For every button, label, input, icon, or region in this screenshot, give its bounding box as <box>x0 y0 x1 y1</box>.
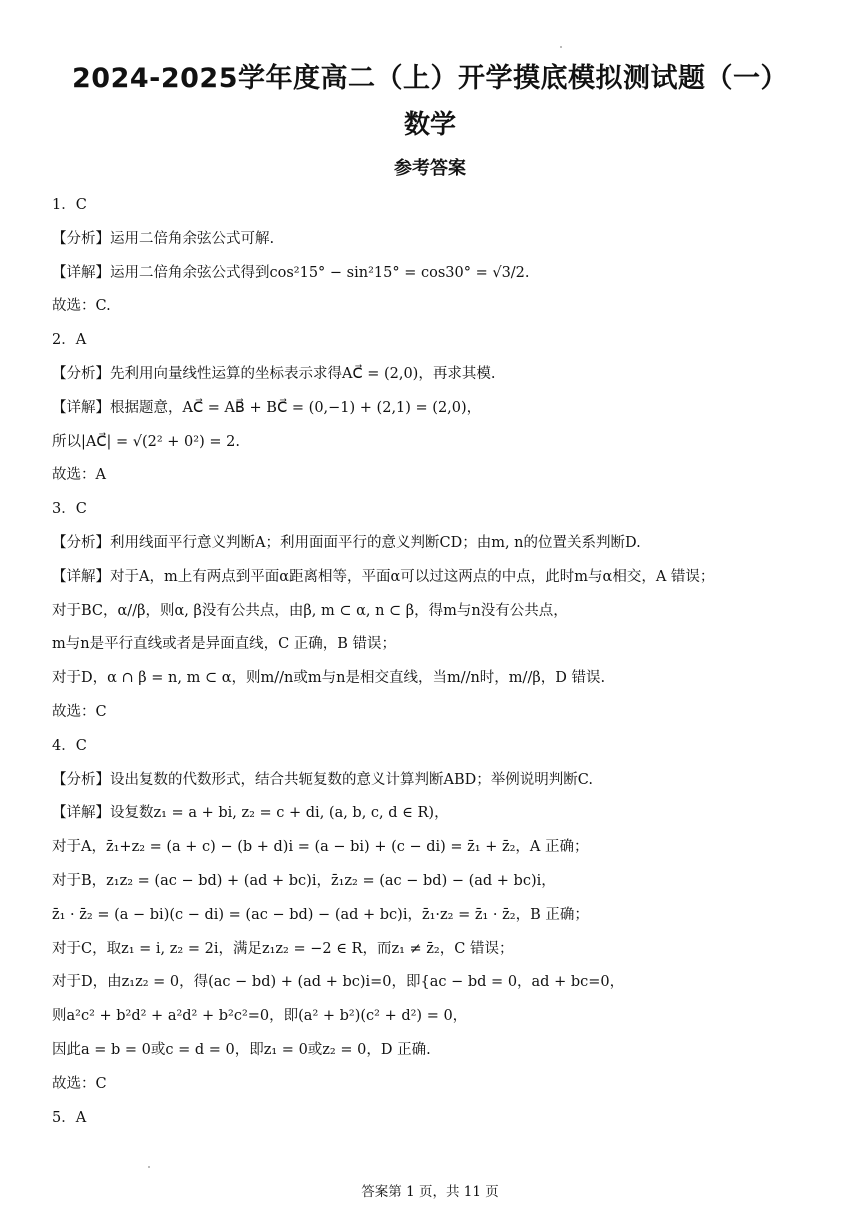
answer-line: 5．A <box>52 1109 87 1126</box>
answer-line: 4．C <box>52 737 87 754</box>
answer-line: 对于D，α ∩ β = n, m ⊂ α，则m//n或m与n是相交直线，当m//n时，m//β，D 错误. <box>52 670 606 687</box>
exam-title: 2024-2025学年度高二（上）开学摸底模拟测试题（一） <box>72 63 788 94</box>
answer-line: 【详解】对于A，m上有两点到平面α距离相等，平面α可以过这两点的中点，此时m与α相交，A 错误； <box>52 568 715 585</box>
answer-line: 【详解】运用二倍角余弦公式得到cos²15° − sin²15° = cos30° = √3/2. <box>52 264 530 281</box>
answer-line: 【详解】根据题意，AC⃗ = AB⃗ + BC⃗ = (0,−1) + (2,1) = (2,0)， <box>52 399 482 416</box>
answer-line: 【详解】设复数z₁ = a + bi, z₂ = c + di, (a, b, c, d ∈ R)， <box>52 805 449 822</box>
answer-line: 则a²c² + b²d² + a²d² + b²c²=0，即(a² + b²)(c² + d²) = 0， <box>52 1008 468 1025</box>
answer-line: 【分析】先利用向量线性运算的坐标表示求得AC⃗ = (2,0)，再求其模. <box>52 365 496 382</box>
answer-line: 对于BC，α//β，则α, β没有公共点，由β, m ⊂ α, n ⊂ β，得m与n没有公共点， <box>52 602 568 619</box>
answer-line: 2．A <box>52 332 87 349</box>
subject-heading: 数学 <box>403 110 456 140</box>
answer-line: 3．C <box>52 501 87 518</box>
page-footer: 答案第 1 页，共 11 页 <box>361 1184 499 1200</box>
answer-line: z̄₁ · z̄₂ = (a − bi)(c − di) = (ac − bd) − (ad + bc)i，z̄₁·z₂ = z̄₁ · z̄₂，B 正确； <box>52 906 589 923</box>
answer-line: 对于D，由z₁z₂ = 0，得(ac − bd) + (ad + bc)i=0，即{ac − bd = 0，ad + bc=0， <box>52 974 625 991</box>
answer-line: 所以|AC⃗| = √(2² + 0²) = 2. <box>52 433 240 450</box>
answer-line: 因此a = b = 0或c = d = 0，即z₁ = 0或z₂ = 0，D 正确. <box>52 1041 431 1058</box>
section-heading: 参考答案 <box>394 158 466 179</box>
scan-speck <box>148 1166 150 1168</box>
answer-line: 故选：A <box>52 467 106 484</box>
answer-line: 对于B，z₁z₂ = (ac − bd) + (ad + bc)i，z̄₁z₂ = (ac − bd) − (ad + bc)i， <box>52 872 556 889</box>
answer-line: 【分析】运用二倍角余弦公式可解. <box>52 230 275 247</box>
answer-line: m与n是平行直线或者是异面直线，C 正确，B 错误； <box>52 636 397 653</box>
scan-speck <box>560 46 562 48</box>
answer-line: 故选：C <box>52 703 107 720</box>
answer-content <box>52 192 822 1138</box>
answer-line: 对于C，取z₁ = i, z₂ = 2i，满足z₁z₂ = −2 ∈ R，而z₁ ≠ z̄₂，C 错误； <box>52 940 514 957</box>
answer-line: 1．C <box>52 197 87 213</box>
answer-line: 故选：C. <box>52 298 111 315</box>
answer-line: 故选：C <box>52 1075 107 1092</box>
answer-line: 对于A，z̄₁+z₂ = (a + c) − (b + d)i = (a − bi) + (c − di) = z̄₁ + z̄₂，A 正确； <box>52 839 589 856</box>
answer-line: 【分析】利用线面平行意义判断A；利用面面平行的意义判断CD；由m, n的位置关系判断D. <box>52 534 641 551</box>
answer-line: 【分析】设出复数的代数形式，结合共轭复数的意义计算判断ABD；举例说明判断C. <box>52 771 593 788</box>
